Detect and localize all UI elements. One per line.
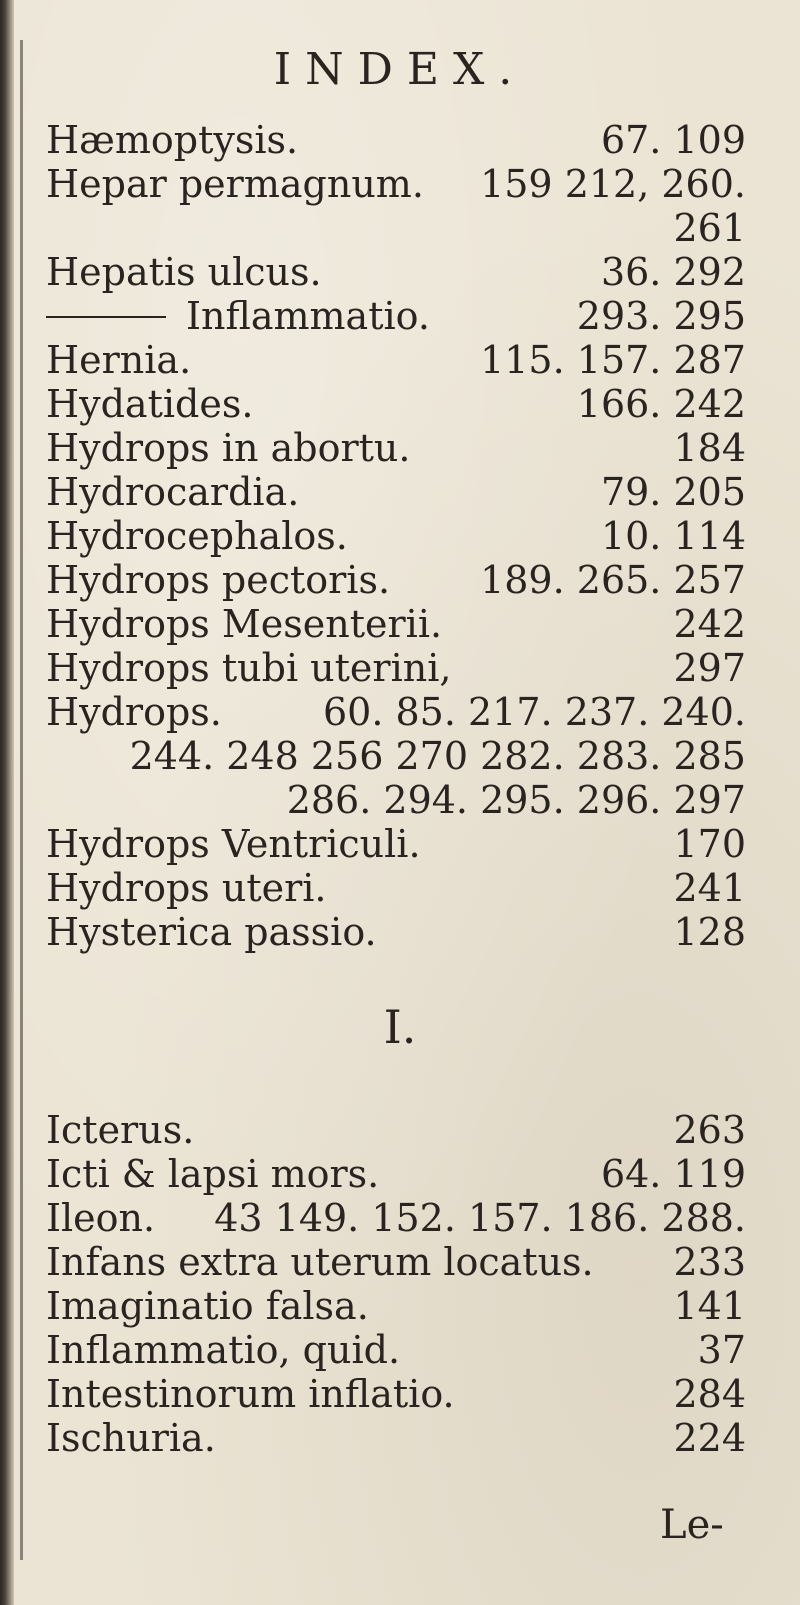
entry-pages: 115. 157. 287 — [480, 338, 746, 382]
entry-pages: 224 — [673, 1416, 746, 1460]
gutter-line — [20, 40, 23, 1560]
entry-term: Hydrocardia. — [46, 470, 300, 514]
entry-pages: 36. 292 — [600, 250, 746, 294]
entry-term: Hydatides. — [46, 382, 254, 426]
index-entry — [46, 250, 746, 294]
entry-pages: 128 — [673, 910, 746, 954]
index-entry — [46, 602, 746, 646]
entry-pages: 79. 205 — [600, 470, 746, 514]
entry-pages: 64. 119 — [600, 1152, 746, 1196]
entry-pages: 166. 242 — [576, 382, 746, 426]
entry-term: Hysterica passio. — [46, 910, 377, 954]
entry-pages: 60. 85. 217. 237. 240. — [322, 690, 746, 734]
entry-pages: 10. 114 — [600, 514, 746, 558]
entry-term: Ileon. — [46, 1196, 156, 1240]
index-entry — [46, 1328, 746, 1372]
entry-pages: 244. 248 256 270 282. 283. 285 — [129, 734, 746, 778]
index-entry — [46, 338, 746, 382]
entry-term: Imaginatio falsa. — [46, 1284, 369, 1328]
index-entry — [46, 118, 746, 162]
index-list-i — [46, 1108, 746, 1460]
index-entry — [46, 1240, 746, 1284]
index-entry — [46, 1372, 746, 1416]
entry-term: Inflammatio. — [186, 294, 430, 338]
entry-pages: 189. 265. 257 — [480, 558, 746, 602]
entry-pages: 284 — [673, 1372, 746, 1416]
entry-pages: 263 — [673, 1108, 746, 1152]
index-entry — [46, 1152, 746, 1196]
entry-term: Hydrops Ventriculi. — [46, 822, 421, 866]
index-entry — [46, 690, 746, 734]
index-entry — [46, 866, 746, 910]
entry-pages: 37 — [697, 1328, 746, 1372]
entry-pages: 43 149. 152. 157. 186. 288. — [214, 1196, 746, 1240]
ditto-dash — [46, 316, 166, 318]
entry-pages: 67. 109 — [600, 118, 746, 162]
index-entry — [46, 646, 746, 690]
entry-pages: 170 — [673, 822, 746, 866]
entry-term: Icterus. — [46, 1108, 195, 1152]
book-spine — [0, 0, 14, 1605]
entry-term: Hepar permagnum. — [46, 162, 424, 206]
index-entry — [46, 910, 746, 954]
entry-pages: 241 — [673, 866, 746, 910]
entry-pages: 286. 294. 295. 296. 297 — [286, 778, 746, 822]
index-list-h — [46, 118, 746, 954]
index-entry — [46, 1416, 746, 1460]
index-entry — [46, 822, 746, 866]
index-entry — [46, 206, 746, 250]
entry-pages: 242 — [673, 602, 746, 646]
entry-term: Icti & lapsi mors. — [46, 1152, 380, 1196]
index-entry — [46, 514, 746, 558]
entry-term: Hepatis ulcus. — [46, 250, 322, 294]
catchword: Le- — [660, 1502, 724, 1548]
index-entry — [46, 382, 746, 426]
entry-term: Hydrops. — [46, 690, 222, 734]
entry-term: Infans extra uterum locatus. — [46, 1240, 594, 1284]
entry-term: Inflammatio, quid. — [46, 1328, 401, 1372]
entry-term: Ischuria. — [46, 1416, 216, 1460]
entry-term: Hydrocephalos. — [46, 514, 348, 558]
index-entry — [46, 470, 746, 514]
index-entry — [46, 778, 746, 822]
entry-pages: 297 — [673, 646, 746, 690]
entry-pages: 159 212, 260. — [480, 162, 746, 206]
entry-pages: 293. 295 — [576, 294, 746, 338]
entry-pages: 184 — [673, 426, 746, 470]
page-header: INDEX. — [273, 44, 527, 95]
index-entry — [46, 1284, 746, 1328]
index-entry — [46, 162, 746, 206]
entry-term: Hydrops uteri. — [46, 866, 327, 910]
entry-pages: 141 — [673, 1284, 746, 1328]
index-entry — [46, 426, 746, 470]
index-entry — [46, 558, 746, 602]
entry-term: Hydrops tubi uterini, — [46, 646, 452, 690]
entry-term: Intestinorum inflatio. — [46, 1372, 455, 1416]
index-entry — [46, 1196, 746, 1240]
entry-term: Hydrops Mesenterii. — [46, 602, 443, 646]
entry-term: Hydrops in abortu. — [46, 426, 411, 470]
index-entry — [46, 294, 746, 338]
index-entry — [46, 734, 746, 778]
entry-term: Hernia. — [46, 338, 192, 382]
entry-pages: 261 — [673, 206, 746, 250]
section-letter: I. — [383, 1000, 417, 1054]
entry-pages: 233 — [673, 1240, 746, 1284]
index-entry — [46, 1108, 746, 1152]
entry-term: Hydrops pectoris. — [46, 558, 391, 602]
entry-term: Hæmoptysis. — [46, 118, 299, 162]
